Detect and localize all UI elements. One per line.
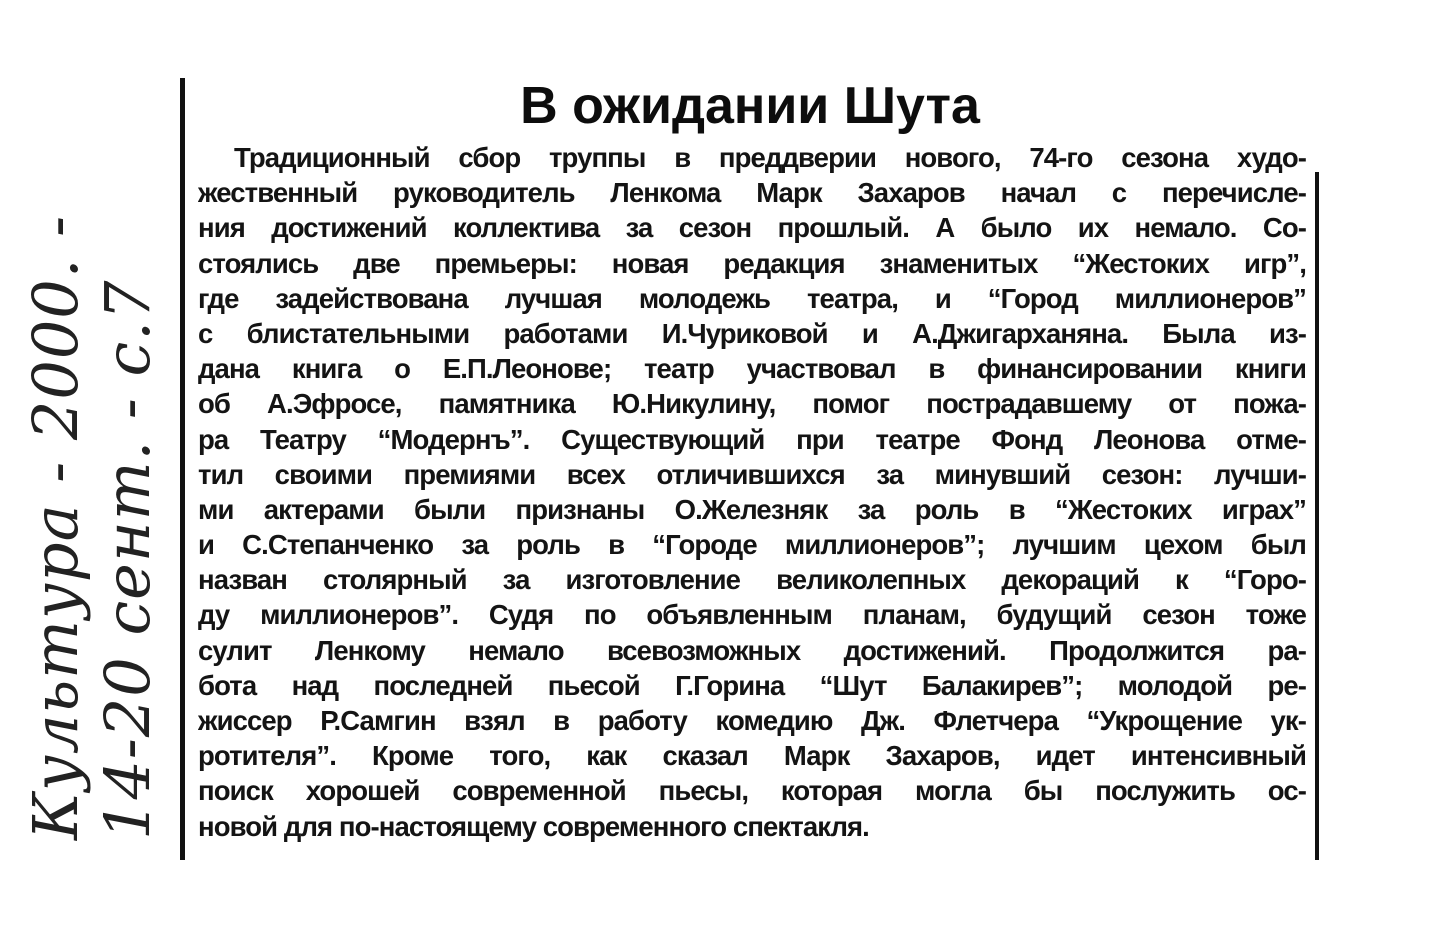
article-line: ми актерами были признаны О.Железняк за роль в “Жестоких играх” — [198, 493, 1306, 525]
article-line: жественный руководитель Ленкома Марк Захаров начал с перечисле- — [198, 177, 1306, 209]
article-line: ротителя”. Кроме того, как сказал Марк Захаров, идет интенсивный — [198, 740, 1306, 772]
article-line: тил своими премиями всех отличившихся за минувший сезон: лучши- — [198, 458, 1306, 490]
article-line: новой для по-настоящему современного спектакля. — [198, 810, 869, 842]
article-title: В ожидании Шута — [520, 77, 980, 135]
article-line: где задействована лучшая молодежь театра, и “Город миллионеров” — [198, 282, 1306, 314]
article-line: ра Театру “Модернъ”. Существующий при театре Фонд Леонова отме- — [198, 423, 1306, 455]
article-line: дана книга о Е.П.Леонове; театр участвовал в финансировании книги — [198, 353, 1306, 385]
article-line: бота над последней пьесой Г.Горина “Шут Балакирев”; молодой ре- — [198, 669, 1306, 701]
article-body — [198, 140, 1306, 844]
article-line: ния достижений коллектива за сезон прошлый. А было их немало. Со- — [198, 212, 1306, 244]
article-line: об А.Эфросе, памятника Ю.Никулину, помог пострадавшему от пожа- — [198, 388, 1306, 420]
article-line: назван столярный за изготовление великолепных декораций к “Горо- — [198, 564, 1306, 596]
left-column-rule — [180, 78, 185, 860]
article-line: Традиционный сбор труппы в преддверии нового, 74-го сезона худо- — [234, 142, 1306, 173]
article-line: поиск хорошей современной пьесы, которая могла бы послужить ос- — [198, 775, 1306, 807]
article-line: сулит Ленкому немало всевозможных достижений. Продолжится ра- — [198, 634, 1306, 666]
right-column-rule — [1315, 172, 1319, 860]
article-line: ду миллионеров”. Судя по объявленным планам, будущий сезон тоже — [198, 599, 1306, 631]
handwritten-note-line-2: 14-20 сент. - с.7 — [91, 279, 164, 840]
handwritten-source-note — [20, 60, 170, 840]
handwritten-note-line-1: Культура - 2000. - — [19, 214, 92, 840]
article-line: с блистательными работами И.Чуриковой и А.Джигарханяна. Была из- — [198, 317, 1306, 349]
article-line: стоялись две премьеры: новая редакция знаменитых “Жестоких игр”, — [198, 247, 1306, 279]
article-line: и С.Степанченко за роль в “Городе миллионеров”; лучшим цехом был — [198, 529, 1306, 561]
article-line: жиссер Р.Самгин взял в работу комедию Дж. Флетчера “Укрощение ук- — [198, 705, 1306, 736]
